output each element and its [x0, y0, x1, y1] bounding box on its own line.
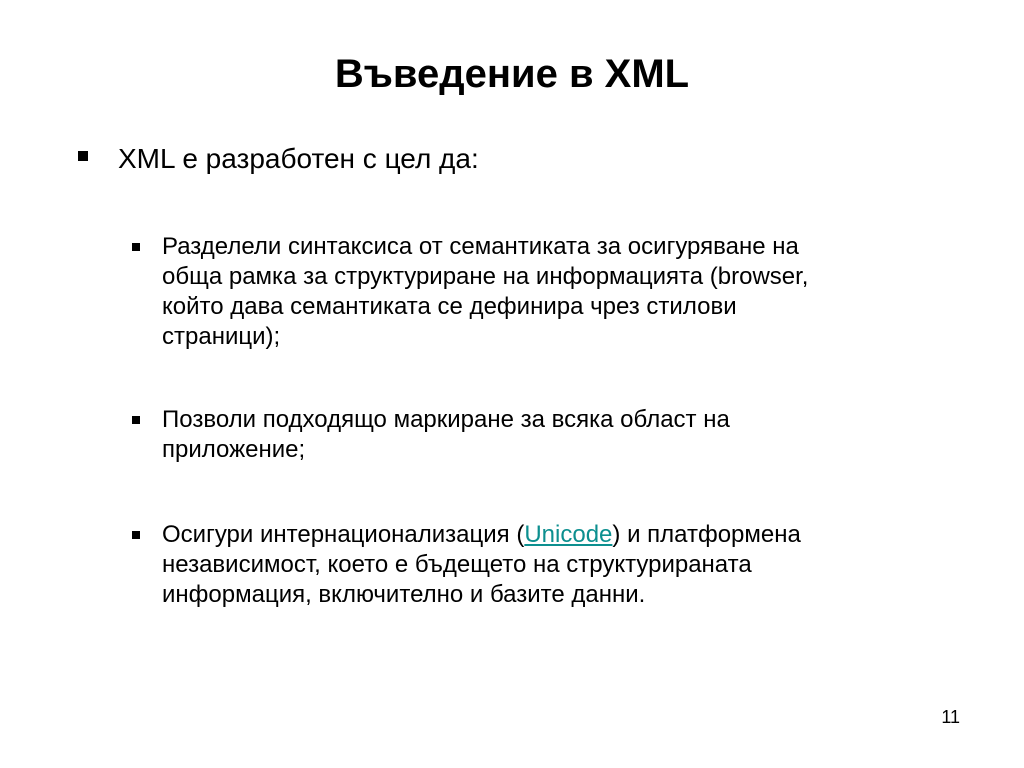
text-line: обща рамка за структуриране на информацията (browser, — [162, 263, 809, 290]
sub-bullet-text — [162, 520, 952, 610]
square-bullet-icon — [132, 243, 140, 251]
square-bullet-icon — [132, 531, 140, 539]
text-line: независимост, което е бъдещето на структурираната — [162, 551, 752, 578]
sub-bullet-text — [162, 232, 952, 352]
text-line: информация, включително и базите данни. — [162, 581, 646, 608]
text-line: който дава семантиката се дефинира чрез стилови — [162, 293, 737, 320]
text-fragment: Осигури интернационализация ( — [162, 521, 525, 548]
square-bullet-icon — [132, 416, 140, 424]
text-line — [162, 520, 952, 550]
text-line: приложение; — [162, 436, 306, 463]
sub-bullet-text — [162, 405, 952, 465]
main-bullet-text: XML е разработен с цел да: — [118, 143, 479, 174]
slide-number: 11 — [941, 707, 960, 727]
square-bullet-icon — [78, 150, 90, 162]
unicode-link[interactable]: Unicode — [524, 521, 613, 548]
text-line: Позволи подходящо маркиране за всяка област на — [162, 406, 730, 433]
text-line: страници); — [162, 323, 281, 350]
text-line: Разделели синтаксиса от семантиката за осигуряване на — [162, 233, 799, 260]
slide-title: Въведение в XML — [334, 52, 690, 96]
text-fragment: ) и платформена — [612, 521, 801, 548]
